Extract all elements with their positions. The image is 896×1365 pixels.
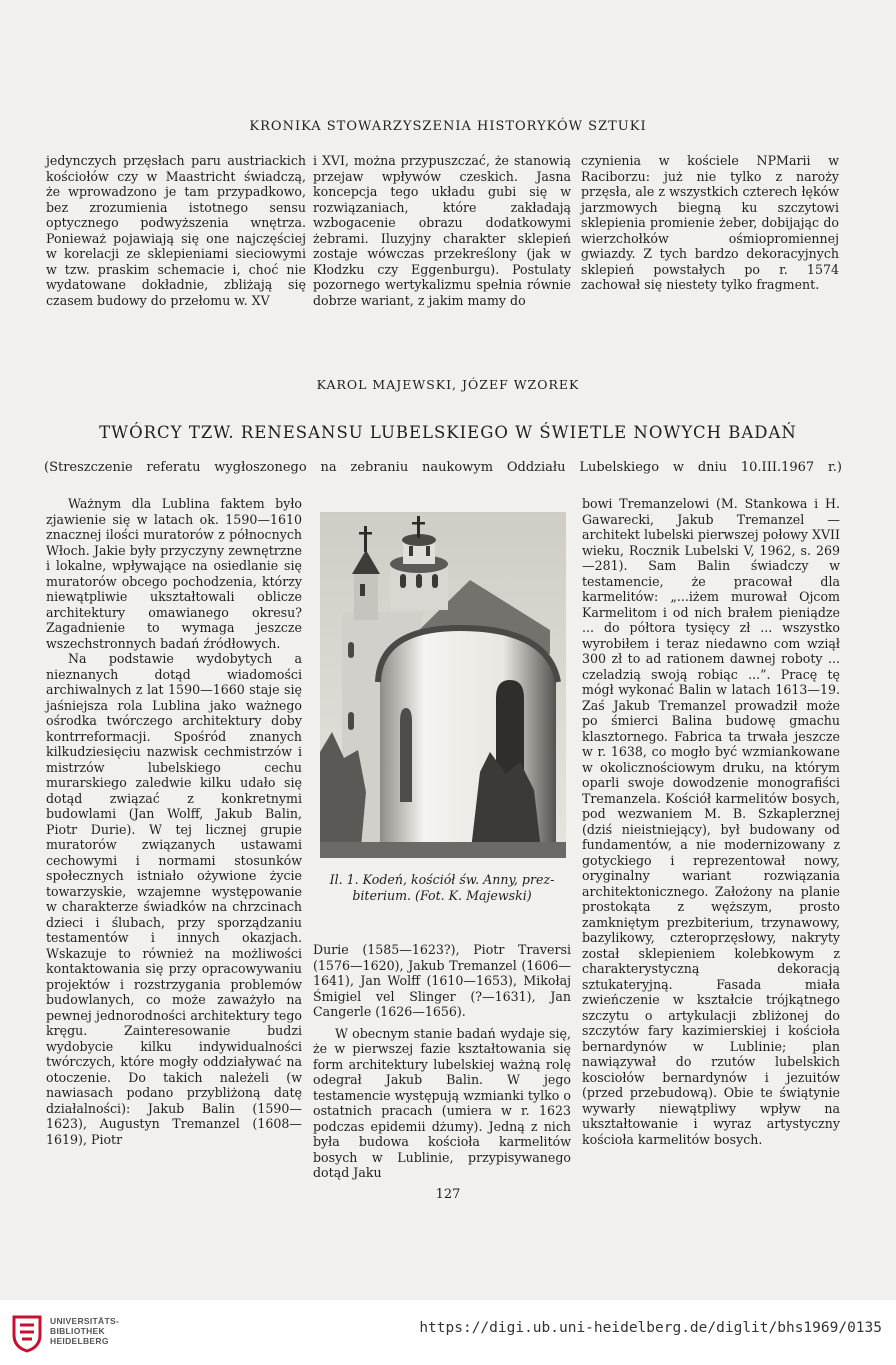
top-column-3: czynienia w kościele NPMarii w Raciborzu: już nie tylko z naroży przęsła, ale z wszystkich czterech łęków jarzmowych biegną ku szczytowi sklepienia promienie żeber, dobijając do wierzchołków ośmiopromiennej gwiazdy. Z tych bardzo dekoracyjnych sklepień powstałych po r. 1574 zachował się niestety tylko fragment. xyxy=(581,153,839,292)
wordmark-line: HEIDELBERG xyxy=(50,1336,109,1346)
caption-line: Il. 1. Kodeń, kościół św. Anny, prez- xyxy=(329,872,555,887)
figure-caption xyxy=(313,872,571,903)
page-number: 127 xyxy=(435,1187,461,1202)
running-head: KRONIKA STOWARZYSZENIA HISTORYKÓW SZTUKI xyxy=(249,119,647,134)
university-library-wordmark[interactable] xyxy=(50,1316,119,1346)
caption-line: biterium. (Fot. K. Majewski) xyxy=(352,887,532,903)
body-column-2 xyxy=(313,942,571,1181)
wordmark-line: BIBLIOTHEK xyxy=(50,1326,105,1336)
body-column-3: bowi Tremanzelowi (M. Stankowa i H. Gawarecki, Jakub Tremanzel — architekt lubelski pierwszej połowy XVII wieku, Rocznik Lubelski V, 1962, s. 269—281). Sam Balin świadczy w testamencie, że pracował dla karmelitów: „...iżem murował Ojcom Karmelitom i od nich brałem pieniądze ... do półtora tysięcy zł ... wszystko wyrobiłem i teraz niedawno com wziął 300 zł to ad rationem dawnej roboty ... czeladzią swoją robiąc ...”. Pracę tę mógł wykonać Balin w latach 1613—19. Zaś Jakub Tremanzel prowadził może po śmierci Balina budowę gmachu klasztornego. Fabrica ta trwała jeszcze w r. 1638, co mogło być wzmiankowane w okolicznościowym druku, na którym oparli swoje dowodzenie monografiści Tremanzela. Kościół karmelitów bosych, pod wezwaniem M. B. Szkaplerznej (dziś nieistniejący), był budowany od fundamentów, a nie modernizowany z gotyckiego i reprezentował nowy, oryginalny wariant rozwiązania architektonicznego. Założony na planie prostokąta z węższym, prosto zamkniętym prezbiterium, trzynawowy, bazylikowy, czteroprzęsłowy, nakryty został sklepieniem kolebkowym z charakterystyczną dekoracją sztukateryjną. Fasada miała zwieńczenie w kształcie trójkątnego szczytu o artykulacji zbliżonej do szczytów fary kazimierskiej i kościoła bernardynów w Lublinie; plan nawiązywał do rzutów lubelskich kosciołów bernardynów i jezuitów (przed przebudową). Obie te świątynie wywarły niewątpliwy wpływ na ukształtowanie i wyraz artystyczny kościoła karmelitów bosych. xyxy=(582,496,840,1147)
paragraph: Na podstawie wydobytych a nieznanych dotąd wiadomości archiwalnych z lat 1590—1660 staje się jaśniejsza rola Lublina jako ważnego ośrodka twórczego architektury doby kontrreformacji. Spośród znanych kilkudziesięciu nazwisk cechmistrzów i mistrzów lubelskiego cechu murarskiego zaledwie kilku udało się dotąd związać z konkretnymi budowlami (Jan Wolff, Jakub Balin, Piotr Durie). W tej licznej grupie muratorów związanych ustawami cechowymi i normami stosunków społecznych istniało ożywione życie towarzyskie, wzajemne występowanie w charakterze świadków na chrzcinach dzieci i ślubach, przy sporządzaniu testamentów i innych okazjach. Wskazuje to również na możliwości kontaktowania się przy opracowywaniu projektów i rozstrzygania problemów budowlanych, co może zaważyło na pewnej jednorodności architektury tego kręgu. Zainteresowanie budzi wydobycie kilku indywidualności twórczych, które mogły oddziaływać na otoczenie. Do takich należeli (w nawiasach podano przybliżoną datę działalności): Jakub Balin (1590—1623), Augustyn Tremanzel (1608—1619), Piotr xyxy=(46,651,302,1147)
viewer-footer xyxy=(0,1300,896,1365)
church-photograph xyxy=(320,512,566,858)
wordmark-line: UNIVERSITÄTS- xyxy=(50,1316,120,1326)
paragraph: Durie (1585—1623?), Piotr Traversi (1576—1620), Jakub Tremanzel (1606—1641), Jan Wolff (1610—1653), Mikołaj Śmigiel vel Slinger (?—1631), Jan Cangerle (1626—1656). xyxy=(313,942,571,1019)
body-column-1 xyxy=(46,496,302,1147)
paragraph: W obecnym stanie badań wydaje się, że w pierwszej fazie kształtowania się form architektury lubelskiej ważną rolę odegrał Jakub Balin. W jego testamencie występują wzmianki tylko o ostatnich pracach (umiera w r. 1623 podczas epidemii dżumy). Jedną z nich była budowa kościoła karmelitów bosych w Lublinie, przypisywanego dotąd Jaku xyxy=(313,1025,571,1180)
university-library-logo[interactable] xyxy=(10,1313,44,1353)
top-column-1: jedynczych przęsłach paru austriackich kościołów czy w Maastricht świadczą, że wprowadzono je tam przypadkowo, bez zrozumienia istotnego sensu optycznego podwyższenia wnętrza. Ponieważ pojawiają się one najczęściej w korelacji ze sklepieniami sieciowymi w tzw. praskim schemacie i, choć nie wydatowane dokładnie, zbliżają się czasem budowy do przełomu w. XV xyxy=(46,153,306,308)
article-title: TWÓRCY TZW. RENESANSU LUBELSKIEGO W ŚWIETLE NOWYCH BADAŃ xyxy=(99,423,797,442)
top-column-2: i XVI, można przypuszczać, że stanowią przejaw wpływów czeskich. Jasna koncepcja tego układu gubi się w rozwiązaniach, które zakładają wzbogacenie obrazu dodatkowymi żebrami. Iluzyjny charakter sklepień zostaje wówczas przekreślony (jak w Kłodzku czy Eggenburgu). Postulaty pozornego wertykalizmu spełnia równie dobrze wariant, z jakim mamy do xyxy=(313,153,571,308)
article-subtitle: (Streszczenie referatu wygłoszonego na zebraniu naukowym Oddziału Lubelskiego w dniu 10.III.1967 r.) xyxy=(44,460,842,475)
permalink-url[interactable]: https://digi.ub.uni-heidelberg.de/diglit/bhs1969/0135 xyxy=(419,1320,882,1336)
article-authors: KAROL MAJEWSKI, JÓZEF WZOREK xyxy=(316,377,580,392)
paragraph: Ważnym dla Lublina faktem było zjawienie się w latach ok. 1590—1610 znacznej ilości muratorów z północnych Włoch. Jakie były przyczyny zewnętrzne i lokalne, wpływające na osiedlanie się muratorów obcego pochodzenia, którzy niewątpliwie ukształtowali oblicze architektury omawianego okresu? Zagadnienie to wymaga jeszcze wszechstronnych badań źródłowych. xyxy=(46,496,302,651)
